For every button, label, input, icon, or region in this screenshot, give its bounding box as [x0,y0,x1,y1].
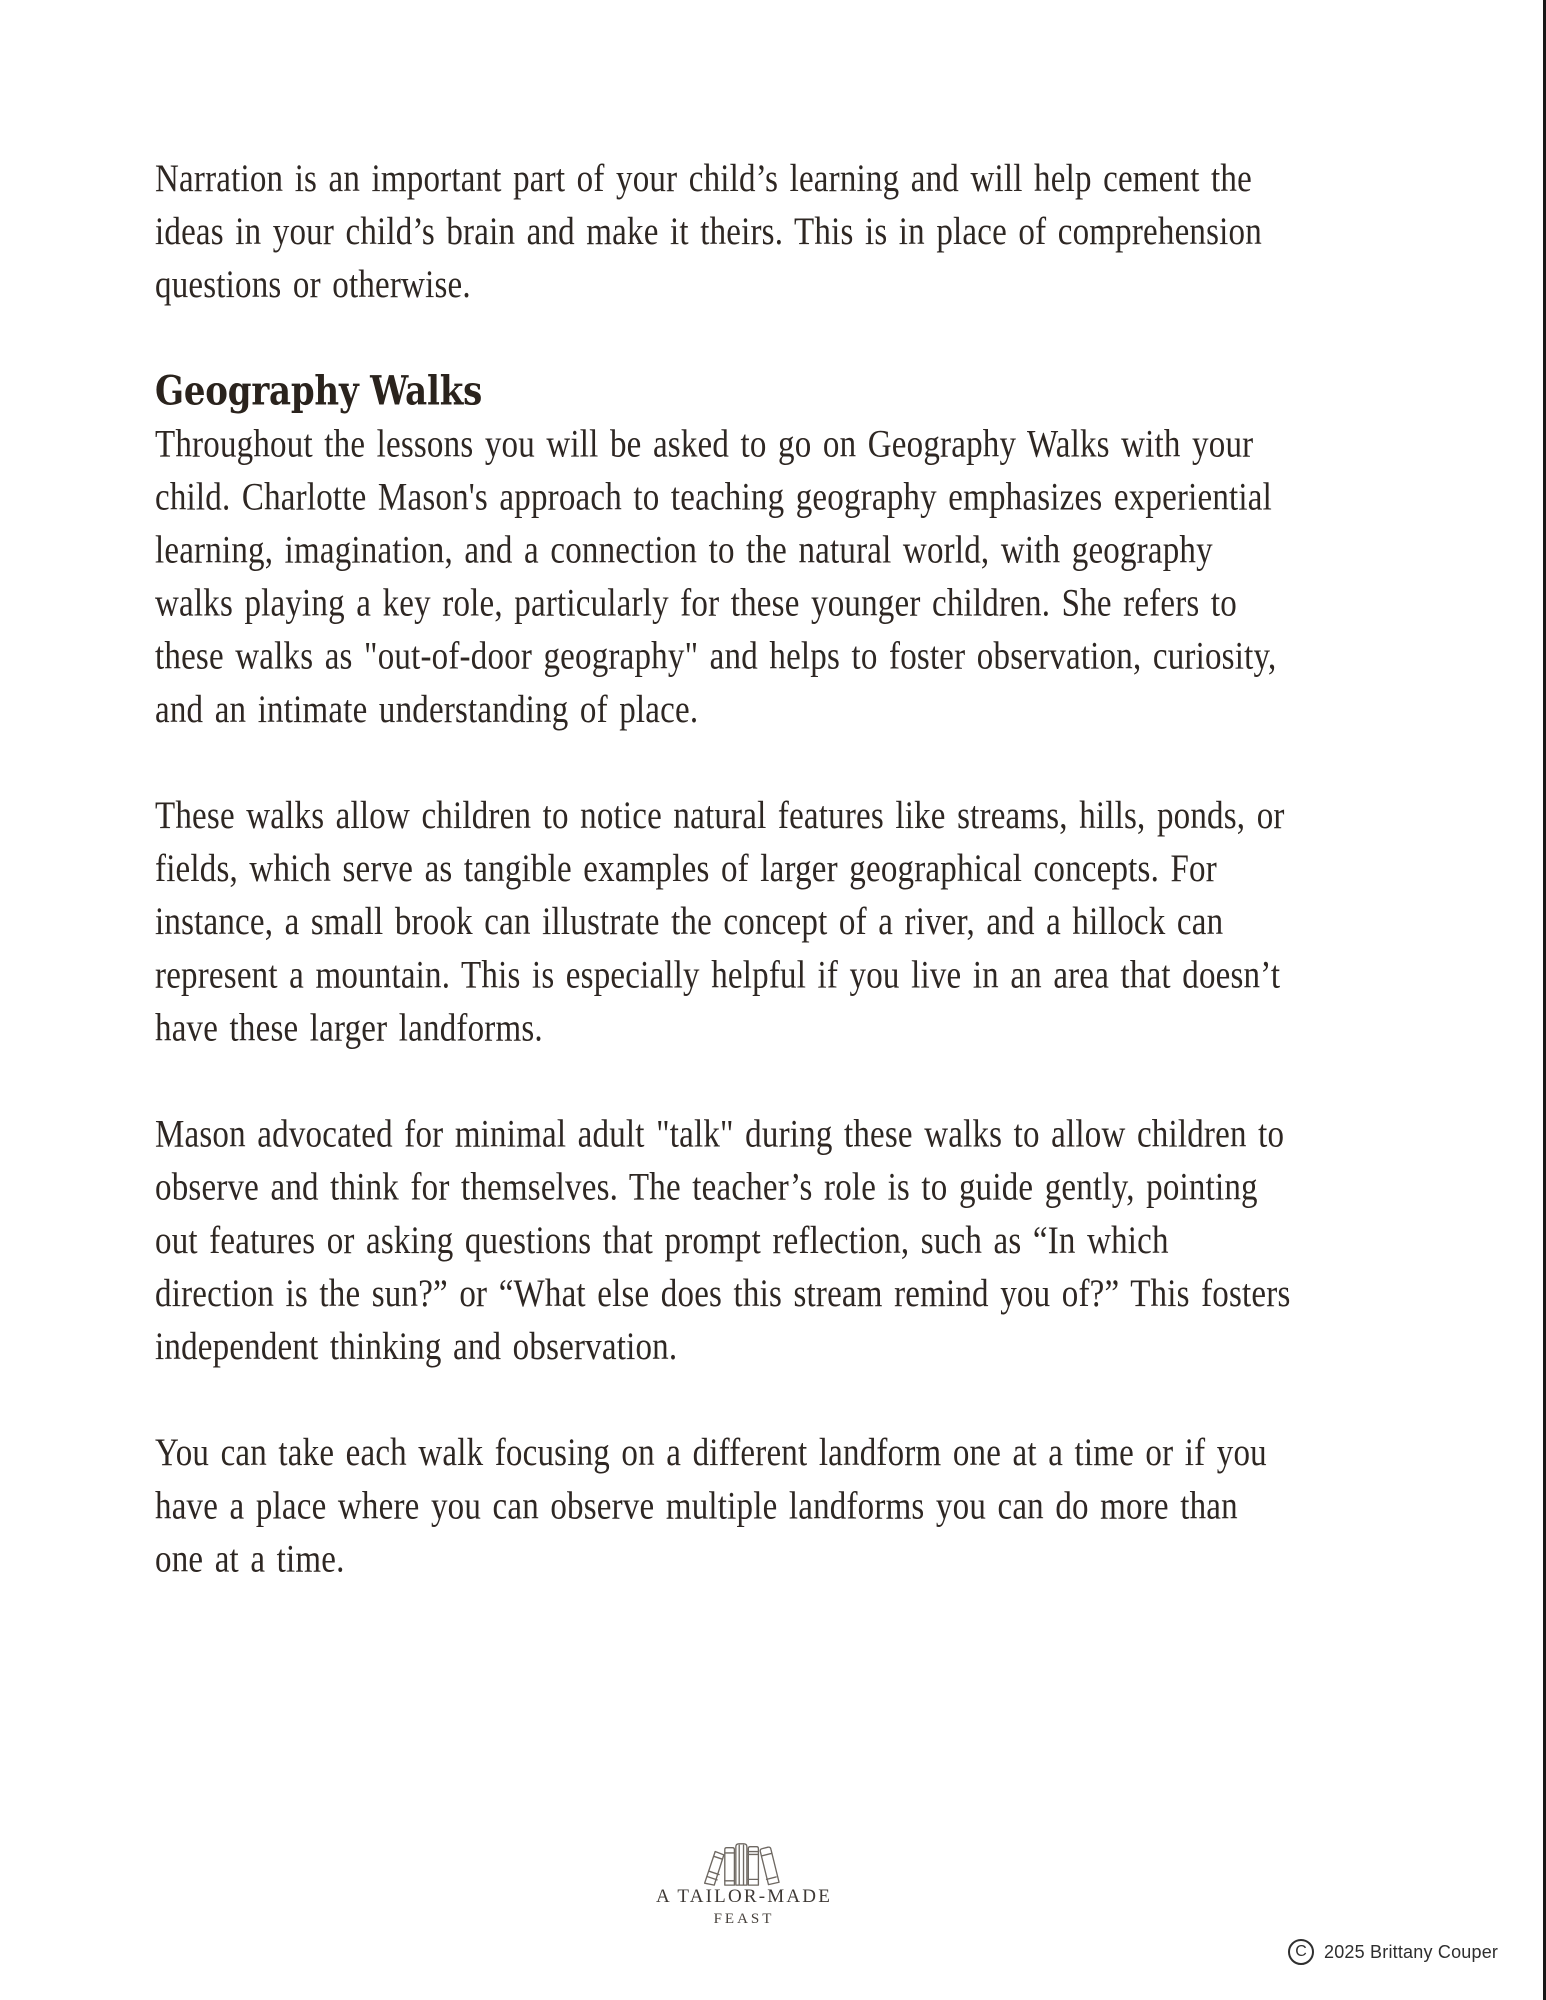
paragraph-geography-walks-intro [155,419,1405,738]
text-line: walks playing a key role, particularly for these younger children. She refers to [155,582,1237,625]
logo-title: A TAILOR-MADE [655,1886,833,1907]
logo-subtitle: FEAST [713,1911,775,1927]
text-line: learning, imagination, and a connection to the natural world, with geography [155,529,1213,572]
paragraph-each-walk [155,1427,1405,1586]
books-icon [700,1840,788,1888]
text-line: These walks allow children to notice natural features like streams, hills, ponds, or [155,794,1285,838]
text-line: ideas in your child’s brain and make it theirs. This is in place of comprehension [155,210,1262,254]
text-line: direction is the sun?” or “What else does this stream remind you of?” This fosters [155,1272,1291,1316]
text-line: observe and think for themselves. The teacher’s role is to guide gently, pointing [155,1166,1258,1210]
text-line: Narration is an important part of your child’s learning and will help cement the [155,157,1252,201]
section-heading-geography-walks: Geography Walks [155,367,483,415]
paragraph-narration [155,153,1405,312]
text-line: independent thinking and observation. [155,1325,678,1369]
document-body [155,153,1405,1587]
text-line: have a place where you can observe multiple landforms you can do more than [155,1485,1238,1528]
text-line: Mason advocated for minimal adult "talk" during these walks to allow children to [155,1113,1285,1156]
text-line: out features or asking questions that prompt reflection, such as “In which [155,1219,1169,1263]
text-line: one at a time. [155,1538,345,1581]
text-line: fields, which serve as tangible examples of larger geographical concepts. For [155,848,1217,891]
copyright-icon: C [1288,1939,1314,1965]
paragraph-natural-features [155,790,1405,1056]
text-line: represent a mountain. This is especially helpful if you live in an area that doesn’t [155,954,1281,997]
copyright-text: 2025 Brittany Couper [1324,1941,1499,1962]
paragraph-minimal-talk [155,1109,1405,1374]
text-line: Throughout the lessons you will be asked to go on Geography Walks with your [155,423,1254,466]
text-line: these walks as "out-of-door geography" and helps to foster observation, curiosity, [155,635,1277,679]
brand-logo [572,1840,916,1928]
text-line: You can take each walk focusing on a different landform one at a time or if you [155,1432,1267,1475]
text-line: questions or otherwise. [155,263,471,307]
copyright-line [1288,1939,1498,1965]
text-line: child. Charlotte Mason's approach to teaching geography emphasizes experiential [155,476,1272,519]
text-line: instance, a small brook can illustrate the concept of a river, and a hillock can [155,901,1224,944]
text-line: have these larger landforms. [155,1007,543,1050]
text-line: and an intimate understanding of place. [155,688,699,732]
